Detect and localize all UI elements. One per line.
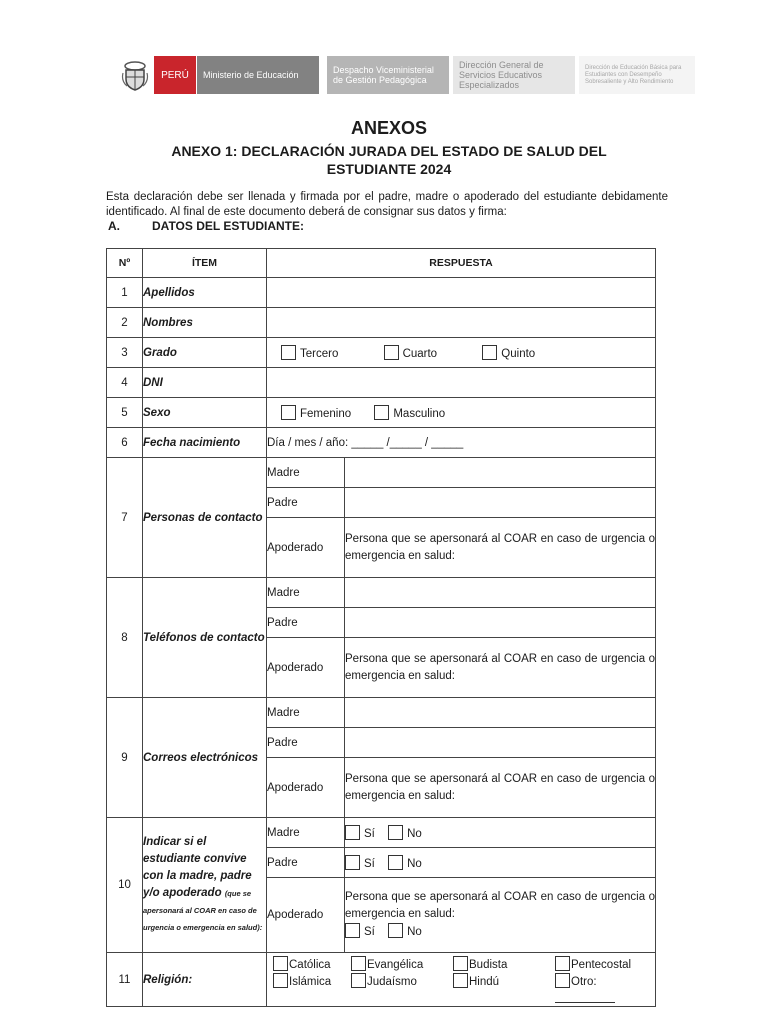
option-islamica[interactable] — [273, 973, 351, 1003]
section-letter: A. — [108, 219, 120, 233]
apoderado-telefono-field[interactable]: Persona que se apersonará al COAR en caso de urgencia o emergencia en salud: — [345, 638, 656, 698]
apoderado-contacto-field[interactable]: Persona que se apersonará al COAR en caso de urgencia o emergencia en salud: — [345, 518, 656, 578]
checkbox[interactable] — [384, 345, 399, 360]
option-cuarto[interactable] — [384, 345, 438, 360]
padre-label: Padre — [267, 488, 345, 518]
row-number: 9 — [107, 698, 143, 818]
item-label: Correos electrónicos — [143, 698, 267, 818]
item-label: Nombres — [143, 308, 267, 338]
option-label: Sí — [364, 926, 375, 938]
header-no: Nº — [107, 249, 143, 278]
item-label: Fecha nacimiento — [143, 428, 267, 458]
checkbox[interactable] — [345, 825, 360, 840]
option-label: Sí — [364, 858, 375, 870]
option-label: Cuarto — [402, 348, 438, 360]
checkbox[interactable] — [374, 405, 389, 420]
option-no[interactable] — [388, 923, 422, 941]
direccion-ebe-logo: Dirección de Educación Básica para Estudiantes con Desempeño Sobresaliente y Alto Rendimiento — [579, 56, 695, 94]
option-femenino[interactable] — [281, 405, 351, 420]
nombres-field[interactable] — [267, 308, 656, 338]
row-number: 2 — [107, 308, 143, 338]
row-number: 4 — [107, 368, 143, 398]
row-religion — [107, 953, 656, 1007]
option-label: No — [407, 858, 422, 870]
checkbox[interactable] — [453, 956, 468, 971]
checkbox[interactable] — [281, 345, 296, 360]
apoderado-label: Apoderado — [267, 878, 345, 953]
intro-paragraph: Esta declaración debe ser llenada y firmada por el padre, madre o apoderado del estudiante debidamente identificado. Al final de este documento deberá de consignar sus datos y firma: — [106, 191, 668, 218]
checkbox[interactable] — [482, 345, 497, 360]
option-pentecostal[interactable] — [555, 956, 645, 972]
checkbox[interactable] — [351, 956, 366, 971]
option-label: Sí — [364, 828, 375, 840]
madre-label: Madre — [267, 458, 345, 488]
checkbox[interactable] — [555, 973, 570, 988]
item-label: Sexo — [143, 398, 267, 428]
row-number: 8 — [107, 578, 143, 698]
option-label: Masculino — [393, 408, 446, 420]
checkbox[interactable] — [273, 973, 288, 988]
option-judaismo[interactable] — [351, 973, 453, 1003]
checkbox[interactable] — [453, 973, 468, 988]
checkbox[interactable] — [388, 825, 403, 840]
option-label: Otro: — [571, 976, 597, 988]
apoderado-label: Apoderado — [267, 758, 345, 818]
padre-convive-options — [345, 848, 656, 878]
row-number: 5 — [107, 398, 143, 428]
peru-logo: PERÚ — [154, 56, 196, 94]
padre-contacto-field[interactable] — [345, 488, 656, 518]
apoderado-label: Apoderado — [267, 638, 345, 698]
option-label: Evangélica — [367, 959, 424, 971]
convive-label — [143, 818, 267, 953]
checkbox[interactable] — [345, 923, 360, 938]
madre-correo-field[interactable] — [345, 698, 656, 728]
otro-blank[interactable] — [555, 992, 615, 1003]
direccion-logo: Dirección General de Servicios Educativos Especializados — [453, 56, 575, 94]
option-label: Tercero — [300, 348, 339, 360]
option-evangelica[interactable] — [351, 956, 453, 972]
ministry-logo: Ministerio de Educación — [197, 56, 319, 94]
option-si[interactable] — [345, 855, 375, 870]
apellidos-field[interactable] — [267, 278, 656, 308]
item-label: DNI — [143, 368, 267, 398]
annex-title-line2: ESTUDIANTE 2024 — [326, 161, 452, 177]
apoderado-text: Persona que se apersonará al COAR en caso de urgencia o emergencia en salud: — [345, 891, 655, 920]
checkbox[interactable] — [273, 956, 288, 971]
option-label: Católica — [289, 959, 331, 971]
padre-label: Padre — [267, 608, 345, 638]
option-masculino[interactable] — [374, 405, 445, 420]
item-label: Grado — [143, 338, 267, 368]
option-label: Judaísmo — [367, 976, 417, 988]
header-respuesta: RESPUESTA — [267, 249, 656, 278]
fecha-nacimiento-field[interactable]: Día / mes / año: _____ /_____ / _____ — [267, 428, 656, 458]
item-note: (que se apersonará al COAR en caso de urgencia o emergencia en salud): — [143, 889, 263, 932]
option-quinto[interactable] — [482, 345, 535, 360]
option-label: Pentecostal — [571, 959, 632, 971]
row-number: 6 — [107, 428, 143, 458]
madre-label: Madre — [267, 818, 345, 848]
option-label: No — [407, 828, 422, 840]
padre-label: Padre — [267, 728, 345, 758]
row-number: 10 — [107, 818, 143, 953]
checkbox[interactable] — [345, 855, 360, 870]
row-sexo — [107, 398, 656, 428]
dni-field[interactable] — [267, 368, 656, 398]
row-fecha-nacimiento — [107, 428, 656, 458]
checkbox[interactable] — [555, 956, 570, 971]
grado-options — [267, 338, 656, 368]
page-title: ANEXOS — [350, 118, 428, 138]
row-telefonos — [107, 578, 656, 608]
option-no[interactable] — [388, 825, 422, 840]
row-apellidos — [107, 278, 656, 308]
item-label: Teléfonos de contacto — [143, 578, 267, 698]
checkbox[interactable] — [281, 405, 296, 420]
madre-contacto-field[interactable] — [345, 458, 656, 488]
padre-correo-field[interactable] — [345, 728, 656, 758]
row-personas-contacto — [107, 458, 656, 488]
row-number: 3 — [107, 338, 143, 368]
item-label: Indicar si el estudiante convive con la madre, padre y/o apoderado — [143, 836, 252, 899]
padre-telefono-field[interactable] — [345, 608, 656, 638]
sexo-options — [267, 398, 656, 428]
table-header-row — [107, 249, 656, 278]
item-label: Personas de contacto — [143, 458, 267, 578]
header-logos — [118, 56, 695, 94]
option-label: Budista — [469, 959, 508, 971]
option-label: Islámica — [289, 976, 332, 988]
option-si[interactable] — [345, 923, 375, 941]
item-label: Apellidos — [143, 278, 267, 308]
option-label: Femenino — [300, 408, 352, 420]
checkbox[interactable] — [351, 973, 366, 988]
section-heading — [108, 219, 304, 233]
madre-convive-options — [345, 818, 656, 848]
option-hindu[interactable] — [453, 973, 555, 1003]
option-label: No — [407, 926, 422, 938]
header-item: ÍTEM — [143, 249, 267, 278]
row-correos — [107, 698, 656, 728]
despacho-logo: Despacho Viceministerial de Gestión Pedagógica — [327, 56, 449, 94]
row-number: 1 — [107, 278, 143, 308]
row-nombres — [107, 308, 656, 338]
option-si[interactable] — [345, 825, 375, 840]
apoderado-convive-options — [345, 878, 656, 953]
apoderado-label: Apoderado — [267, 518, 345, 578]
annex-title-line1: ANEXO 1: DECLARACIÓN JURADA DEL ESTADO DE SALUD DEL — [171, 143, 607, 159]
row-convive — [107, 818, 656, 848]
option-label: Hindú — [469, 976, 500, 988]
madre-telefono-field[interactable] — [345, 578, 656, 608]
apoderado-correo-field[interactable]: Persona que se apersonará al COAR en caso de urgencia o emergencia en salud: — [345, 758, 656, 818]
student-data-table — [106, 248, 656, 1007]
religion-options — [267, 953, 656, 1007]
option-label: Quinto — [501, 348, 536, 360]
section-title: DATOS DEL ESTUDIANTE: — [152, 219, 305, 233]
madre-label: Madre — [267, 578, 345, 608]
option-catolica[interactable] — [273, 956, 351, 972]
option-no[interactable] — [388, 855, 422, 870]
item-label: Religión: — [143, 953, 267, 1007]
row-grado — [107, 338, 656, 368]
option-otro[interactable] — [555, 973, 645, 1003]
madre-label: Madre — [267, 698, 345, 728]
checkbox[interactable] — [388, 923, 403, 938]
checkbox[interactable] — [388, 855, 403, 870]
option-tercero[interactable] — [281, 345, 338, 360]
row-number: 11 — [107, 953, 143, 1007]
coat-of-arms-icon — [118, 56, 152, 94]
row-number: 7 — [107, 458, 143, 578]
row-dni — [107, 368, 656, 398]
padre-label: Padre — [267, 848, 345, 878]
option-budista[interactable] — [453, 956, 555, 972]
